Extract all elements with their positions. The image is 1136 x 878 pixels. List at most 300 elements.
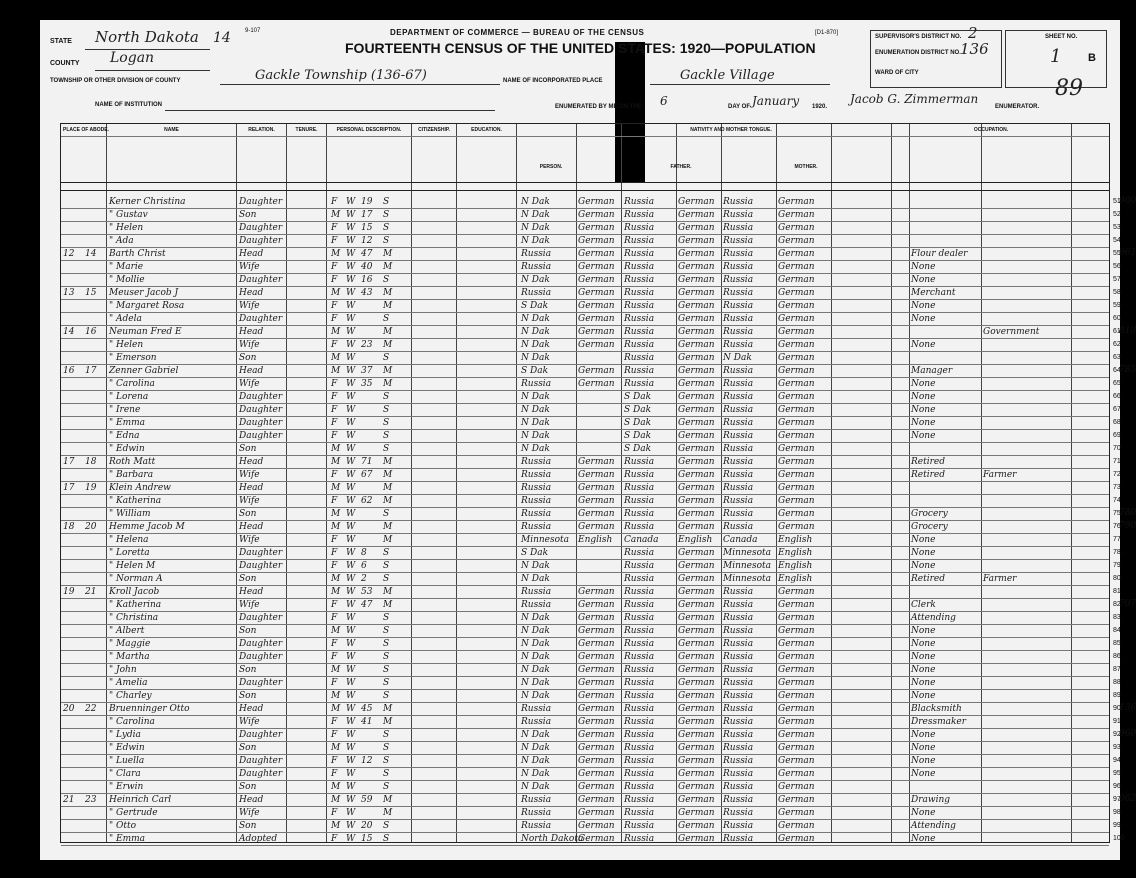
cell-sex: M [331,288,341,298]
cell-mt: German [778,431,815,441]
cell-name: Neuman Fred E [109,327,182,337]
cell-bp: N Dak [521,574,550,584]
cell-age: 12 [361,236,373,246]
cell-fbp: Russia [624,665,655,675]
cell-name: " William [109,509,151,519]
cell-occ [911,326,981,339]
cell-age: 17 [361,210,373,220]
line-number: 82 [1113,601,1121,608]
cell-tongue: German [578,743,615,753]
cell-race: W [346,236,356,246]
cell-mbp: Russia [723,275,754,285]
line-number: 94 [1113,757,1121,764]
cell-mt: German [778,405,815,415]
cell-name: " Loretta [109,548,150,558]
table-row [61,547,1121,560]
cell-name: " Emerson [109,353,157,363]
cell-ms: S [383,275,390,285]
cell-fbp: Russia [624,366,655,376]
line-number: 72 [1113,471,1121,478]
cell-occ [911,586,981,599]
cell-mbp: Russia [723,769,754,779]
cell-race: W [346,366,356,376]
line-number: 53 [1113,224,1121,231]
cell-occ: None [911,418,936,428]
cell-ms: S [383,353,390,363]
cell-ms: S [383,743,390,753]
cell-age: 16 [361,275,373,285]
cell-name: " Emma [109,418,146,428]
cell-dw [63,430,83,443]
cell-occ [911,495,981,508]
cell-ft: German [678,821,715,831]
header-nativity: NATIVITY AND MOTHER TONGUE. [690,127,772,133]
cell-ft: German [678,366,715,376]
cell-mt: German [778,457,815,467]
cell-mbp: Russia [723,808,754,818]
cell-name: " Edwin [109,743,145,753]
cell-mbp: Russia [723,639,754,649]
cell-tongue: German [578,522,615,532]
cell-ms: S [383,626,390,636]
cell-occ [911,443,981,456]
cell-occ: None [911,652,936,662]
line-number: 81 [1113,588,1121,595]
cell-mt: German [778,587,815,597]
enum-district-label: ENUMERATION DISTRICT NO. [875,50,961,56]
cell-age [361,391,381,404]
cell-mbp: Russia [723,756,754,766]
cell-mbp: Russia [723,327,754,337]
cell-rel: Wife [239,470,260,480]
cell-name: " Ada [109,236,134,246]
cell-fbp: Russia [624,236,655,246]
cell-bp: S Dak [521,301,549,311]
line-number: 99 [1113,822,1121,829]
cell-ms: S [383,691,390,701]
cell-occ [911,196,981,209]
cell-tongue: German [578,197,615,207]
cell-rel: Head [239,327,264,337]
cell-race: W [346,340,356,350]
table-row [61,586,1121,599]
cell-ms: S [383,236,390,246]
cell-ms: M [383,717,393,727]
cell-race: W [346,392,356,402]
cell-mt: German [778,652,815,662]
cell-name: " Katherina [109,600,162,610]
cell-occ: None [911,756,936,766]
cell-ind [983,677,1069,690]
margin-code: 707 [1119,599,1136,609]
cell-rel: Son [239,353,257,363]
cell-dw [63,222,83,235]
cell-age: 12 [361,756,373,766]
line-number: 96 [1113,783,1121,790]
cell-tongue: German [578,691,615,701]
cell-sex: F [331,548,338,558]
cell-ms: S [383,730,390,740]
cell-sex: M [331,743,341,753]
cell-bp: Russia [521,262,552,272]
cell-ms: S [383,561,390,571]
cell-age: 15 [361,834,373,844]
cell-tongue: German [578,821,615,831]
cell-fbp: Russia [624,340,655,350]
cell-mbp: Russia [723,314,754,324]
cell-dw [63,729,83,742]
cell-ms: M [383,340,393,350]
cell-mt: German [778,327,815,337]
cell-ind [983,222,1069,235]
cell-ind [983,599,1069,612]
cell-ind [983,703,1069,716]
cell-name: " Katherina [109,496,162,506]
cell-ft: German [678,405,715,415]
enumerator-name: Jacob G. Zimmerman [850,92,979,106]
cell-occ: None [911,626,936,636]
cell-bp: N Dak [521,392,550,402]
cell-ms: S [383,314,390,324]
cell-tongue: German [578,327,615,337]
cell-occ: None [911,834,936,844]
cell-ft: German [678,418,715,428]
cell-sex: F [331,652,338,662]
cell-dw [63,768,83,781]
line-number: 61 [1113,328,1121,335]
county-label: COUNTY [50,60,80,67]
page-stamp: 14 [213,30,231,46]
table-row [61,274,1121,287]
cell-race: W [346,288,356,298]
cell-mbp: Russia [723,717,754,727]
cell-mt: German [778,288,815,298]
cell-ms: S [383,405,390,415]
cell-occ: None [911,535,936,545]
cell-ms: S [383,431,390,441]
cell-race: W [346,795,356,805]
cell-ft: German [678,808,715,818]
cell-bp: N Dak [521,418,550,428]
cell-mbp: Russia [723,613,754,623]
line-number: 83 [1113,614,1121,621]
margin-code: 136 [1119,703,1136,713]
cell-race: W [346,808,356,818]
cell-sex: F [331,535,338,545]
cell-bp: N Dak [521,405,550,415]
cell-ms: M [383,496,393,506]
cell-bp: N Dak [521,769,550,779]
cell-mbp: N Dak [723,353,752,363]
township-label: TOWNSHIP OR OTHER DIVISION OF COUNTY [50,78,181,84]
cell-sex: F [331,678,338,688]
cell-age: 15 [361,223,373,233]
cell-rel: Wife [239,808,260,818]
cell-fbp: Russia [624,639,655,649]
cell-bp: N Dak [521,353,550,363]
cell-age [361,300,381,313]
cell-occ: Retired [911,457,945,467]
cell-rel: Wife [239,262,260,272]
cell-fbp: Russia [624,288,655,298]
table-row [61,612,1121,625]
header-mother: MOTHER. [794,164,818,170]
cell-fam [85,820,105,833]
cell-age: 71 [361,457,373,467]
cell-mbp: Russia [723,210,754,220]
cell-ms: M [383,366,393,376]
margin-code: 960 [1119,196,1136,206]
cell-mt: German [778,522,815,532]
cell-mbp: Russia [723,340,754,350]
table-row [61,703,1136,716]
cell-rel: Daughter [239,392,283,402]
cell-mt: German [778,639,815,649]
cell-ind [983,651,1069,664]
cell-name: " Irene [109,405,141,415]
cell-mbp: Russia [723,431,754,441]
cell-mt: German [778,470,815,480]
cell-rel: Son [239,743,257,753]
cell-mbp: Russia [723,834,754,844]
cell-occ: Flour dealer [911,249,968,259]
cell-mt: German [778,717,815,727]
cell-ind [983,586,1069,599]
cell-mt: German [778,249,815,259]
cell-fam [85,196,105,209]
cell-ms: S [383,821,390,831]
table-row [61,417,1121,430]
cell-age: 47 [361,249,373,259]
cell-ind [983,235,1069,248]
margin-code: 818 [1119,326,1136,336]
cell-tongue: German [578,301,615,311]
cell-ms: S [383,678,390,688]
table-row [61,495,1121,508]
cell-fam: 20 [85,522,97,532]
margin-code: 961 [1119,248,1136,258]
cell-bp: Russia [521,600,552,610]
cell-mt: German [778,366,815,376]
line-number: 66 [1113,393,1121,400]
cell-ms: M [383,522,393,532]
table-row [61,235,1121,248]
cell-ft: German [678,574,715,584]
cell-ms: M [383,470,393,480]
cell-age: 6 [361,561,367,571]
cell-ms: S [383,548,390,558]
cell-name: " Erwin [109,782,144,792]
cell-fam [85,573,105,586]
cell-ind [983,794,1069,807]
line-number: 76 [1113,523,1121,530]
line-number: 69 [1113,432,1121,439]
cell-rel: Daughter [239,613,283,623]
cell-ft: German [678,730,715,740]
cell-mbp: Russia [723,366,754,376]
cell-bp: Russia [521,704,552,714]
line-number: 97 [1113,796,1121,803]
cell-race: W [346,769,356,779]
cell-occ: None [911,314,936,324]
table-row [61,443,1121,456]
cell-sex: F [331,730,338,740]
cell-race: W [346,379,356,389]
cell-mbp: Russia [723,236,754,246]
line-number: 60 [1113,315,1121,322]
cell-tongue [578,404,620,417]
cell-ind [983,729,1069,742]
cell-fam: 23 [85,795,97,805]
cell-mbp: Russia [723,496,754,506]
cell-mt: German [778,314,815,324]
margin-code: 785 [1119,365,1136,375]
cell-ft: English [678,535,713,545]
cell-ft: German [678,236,715,246]
cell-ft: German [678,665,715,675]
cell-sex: F [331,769,338,779]
cell-ind [983,820,1069,833]
cell-ms: M [383,327,393,337]
cell-rel: Son [239,626,257,636]
cell-fbp: Russia [624,808,655,818]
cell-ft: German [678,340,715,350]
cell-dw: 17 [63,483,75,493]
table-row [61,742,1121,755]
cell-mbp: Russia [723,730,754,740]
cell-name: " Lydia [109,730,141,740]
cell-fam [85,716,105,729]
cell-sex: F [331,756,338,766]
cell-name: " Lorena [109,392,149,402]
line-number: 92 [1113,731,1121,738]
cell-ind [983,755,1069,768]
cell-fbp: Russia [624,704,655,714]
cell-tongue: German [578,249,615,259]
cell-fam: 16 [85,327,97,337]
cell-fbp: Russia [624,314,655,324]
cell-bp: N Dak [521,444,550,454]
cell-occ [911,482,981,495]
table-row [61,261,1121,274]
cell-mt: German [778,223,815,233]
cell-ms: M [383,288,393,298]
cell-mt: German [778,613,815,623]
cell-rel: Daughter [239,197,283,207]
table-row [61,716,1121,729]
cell-sex: F [331,470,338,480]
line-number: 90 [1113,705,1121,712]
cell-tongue: German [578,834,615,844]
cell-age [361,807,381,820]
line-number: 55 [1113,250,1121,257]
cell-mbp: Canada [723,535,758,545]
cell-bp: N Dak [521,665,550,675]
cell-ind [983,404,1069,417]
cell-ft: German [678,587,715,597]
cell-occ [911,235,981,248]
cell-fbp: Russia [624,834,655,844]
cell-age: 35 [361,379,373,389]
cell-mt: German [778,340,815,350]
year-label: 1920. [812,104,828,110]
cell-dw [63,534,83,547]
cell-name: " Helen M [109,561,156,571]
cell-fam: 17 [85,366,97,376]
table-row [61,755,1121,768]
cell-ft: German [678,353,715,363]
cell-dw [63,196,83,209]
cell-ft: German [678,509,715,519]
cell-occ [911,352,981,365]
cell-bp: N Dak [521,626,550,636]
cell-mt: German [778,782,815,792]
cell-tongue: German [578,457,615,467]
line-number: 85 [1113,640,1121,647]
cell-sex: F [331,392,338,402]
cell-fbp: Russia [624,509,655,519]
cell-ind [983,690,1069,703]
table-row [61,378,1121,391]
cell-name: " Mollie [109,275,145,285]
cell-occ: Blacksmith [911,704,962,714]
cell-rel: Daughter [239,652,283,662]
cell-age: 59 [361,795,373,805]
supervisor-label: SUPERVISOR'S DISTRICT NO. [875,34,962,40]
cell-dw: 16 [63,366,75,376]
census-sheet [40,20,1136,860]
cell-bp: N Dak [521,197,550,207]
cell-ind [983,534,1069,547]
cell-race: W [346,730,356,740]
cell-sex: F [331,600,338,610]
cell-fam [85,313,105,326]
cell-mbp: Russia [723,197,754,207]
cell-rel: Daughter [239,756,283,766]
cell-mbp: Russia [723,691,754,701]
cell-tongue [578,417,620,430]
cell-fbp: Russia [624,483,655,493]
cell-race: W [346,418,356,428]
cell-sex: M [331,353,341,363]
cell-tongue: German [578,210,615,220]
cell-bp: N Dak [521,652,550,662]
line-number: 86 [1113,653,1121,660]
cell-race: W [346,587,356,597]
cell-ft: German [678,652,715,662]
cell-tongue: German [578,626,615,636]
cell-dw [63,209,83,222]
cell-fam: 15 [85,288,97,298]
cell-ind [983,196,1069,209]
cell-age [361,742,381,755]
cell-rel: Wife [239,600,260,610]
cell-mbp: Russia [723,652,754,662]
margin-code: 960 [1119,729,1136,739]
cell-fbp: Russia [624,275,655,285]
cell-ft: German [678,470,715,480]
header-father: FATHER. [670,164,692,170]
cell-dw [63,755,83,768]
cell-age [361,404,381,417]
cell-fam [85,690,105,703]
cell-dw [63,625,83,638]
cell-fam [85,222,105,235]
cell-race: W [346,743,356,753]
cell-ft: German [678,639,715,649]
cell-ft: German [678,717,715,727]
cell-sex: M [331,587,341,597]
